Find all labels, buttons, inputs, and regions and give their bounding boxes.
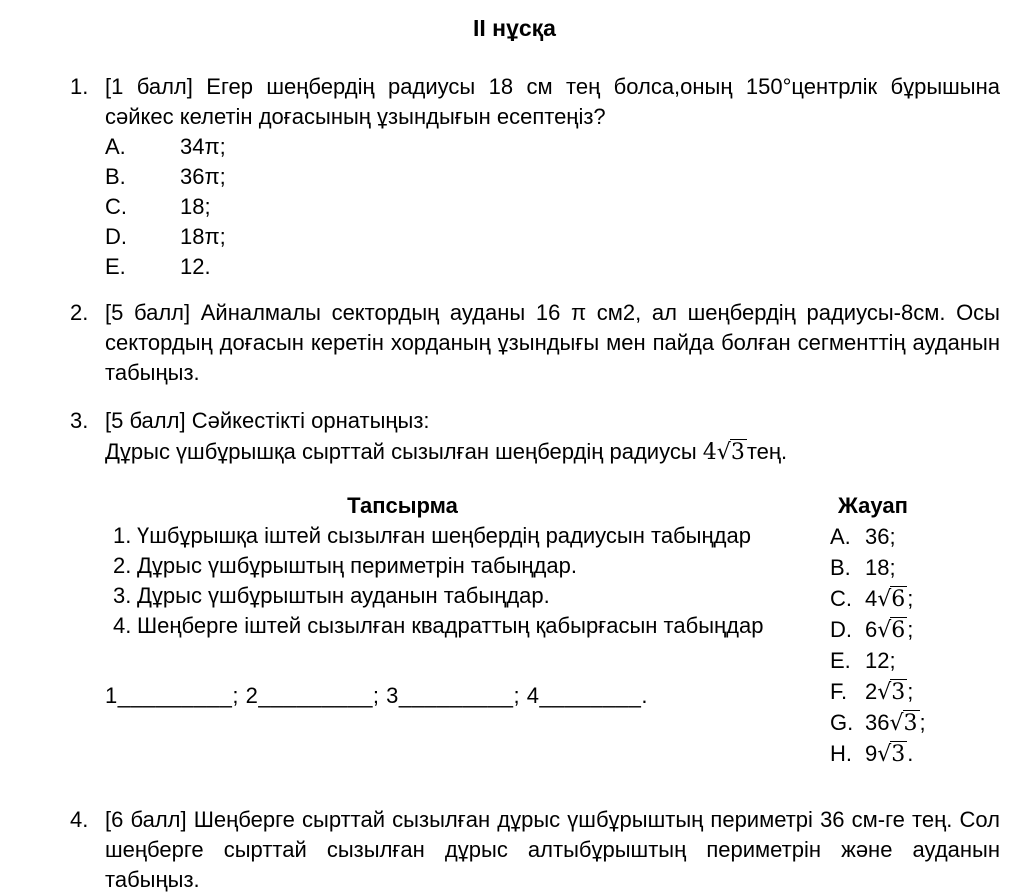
radical-coefficient: 36: [865, 710, 890, 735]
square-root: [877, 618, 907, 643]
answer-label: G.: [830, 710, 854, 735]
square-root: [717, 440, 747, 465]
option-a: [105, 132, 1000, 162]
question-body: [105, 805, 1000, 895]
question-1: [70, 72, 1000, 282]
radical-suffix: ;: [907, 617, 914, 642]
answer-label: H.: [830, 741, 852, 766]
option-value: 34π;: [180, 134, 226, 159]
question-4: [70, 805, 1000, 895]
answer-value: 12;: [865, 648, 896, 673]
radical-coefficient: 9: [865, 741, 878, 766]
square-root: [889, 711, 919, 736]
task-number: 2.: [113, 553, 132, 578]
radicand: 6: [891, 618, 906, 643]
tasks-header: Тапсырма: [347, 493, 458, 518]
option-label: E.: [105, 254, 126, 279]
option-e: [105, 252, 1000, 282]
radicand: 3: [903, 711, 918, 736]
answer-item-b: [830, 552, 1000, 583]
question-number: 1.: [70, 74, 89, 99]
task-item-2: [105, 551, 790, 581]
answer-item-d: [830, 614, 1000, 645]
question-text: [6 балл] Шеңберге сырттай сызылған дұрыс үшбұрыштың периметрі 36 см-ге тең. Сол шеңберге сырттай сызылған дұрыс алтыбұрыштың периметрін және ауданын табыңыз.: [105, 807, 1000, 892]
answer-value: [865, 738, 913, 769]
square-root: [877, 680, 907, 705]
radical-suffix: ;: [907, 679, 914, 704]
square-root: [877, 587, 907, 612]
given-statement: [105, 436, 1000, 469]
answers-header: Жауап: [838, 493, 908, 518]
task-number: 1.: [113, 523, 132, 548]
option-label: A.: [105, 134, 126, 159]
answer-value: [865, 614, 913, 645]
radicand: 3: [891, 680, 906, 705]
answer-label: C.: [830, 586, 852, 611]
square-root: [877, 742, 907, 767]
radicand: 3: [891, 742, 906, 767]
answer-label: B.: [830, 555, 851, 580]
question-body: [105, 406, 1000, 469]
option-value: 18;: [180, 194, 211, 219]
question-intro: [5 балл] Сәйкестікті орнатыңыз:: [105, 408, 430, 433]
answer-item-f: [830, 676, 1000, 707]
task-text: Үшбұрышқа іштей сызылған шеңбердің радиусын табыңдар: [137, 523, 751, 548]
option-label: C.: [105, 194, 127, 219]
question-number: 2.: [70, 300, 89, 325]
option-b: [105, 162, 1000, 192]
task-item-4: [105, 611, 790, 641]
matching-table: [105, 491, 1000, 769]
answer-value: 36;: [865, 524, 896, 549]
question-body: [105, 298, 1000, 388]
radical-coefficient: 4: [702, 440, 717, 465]
tasks-column: [105, 491, 790, 769]
radical-sign: √: [716, 440, 731, 465]
task-text: Дұрыс үшбұрыштын ауданын табыңдар.: [137, 583, 550, 608]
task-text: Дұрыс үшбұрыштың периметрін табыңдар.: [137, 553, 577, 578]
answer-value: [865, 707, 926, 738]
given-suffix: тең.: [746, 439, 788, 464]
answer-label: A.: [830, 524, 851, 549]
option-c: [105, 192, 1000, 222]
option-d: [105, 222, 1000, 252]
radical-coefficient: 6: [865, 617, 878, 642]
question-text: [5 балл] Айналмалы сектордың ауданы 16 π см2, ал шеңбердің радиусы-8см. Осы сектордың доғасын керетін хорданың ұзындығы мен пайда болған сегменттің ауданын табыңыз.: [105, 300, 1000, 385]
task-number: 3.: [113, 583, 132, 608]
radical-sign: √: [877, 742, 892, 767]
answers-column: [830, 491, 1000, 769]
radical-sign: √: [889, 711, 904, 736]
radical-coefficient: 2: [865, 679, 878, 704]
radical-sign: √: [877, 618, 892, 643]
answer-label: E.: [830, 648, 851, 673]
question-3: [70, 406, 1000, 469]
question-2: [70, 298, 1000, 388]
option-label: D.: [105, 224, 127, 249]
radical-sign: √: [877, 587, 892, 612]
answer-value: [865, 583, 913, 614]
answer-item-h: [830, 738, 1000, 769]
given-prefix: Дұрыс үшбұрышқа сырттай сызылған шеңбердің радиусы: [105, 439, 703, 464]
question-number: 4.: [70, 807, 89, 832]
task-item-3: [105, 581, 790, 611]
answer-value: [865, 676, 913, 707]
answer-item-e: [830, 645, 1000, 676]
radical-coefficient: 4: [865, 586, 878, 611]
answer-options: [105, 132, 1000, 282]
radicand: 3: [730, 440, 745, 465]
radical-suffix: ;: [919, 710, 926, 735]
task-number: 4.: [113, 613, 132, 638]
task-text: Шеңберге іштей сызылған квадраттың қабырғасын табыңдар: [137, 613, 764, 638]
option-value: 12.: [180, 254, 211, 279]
option-value: 36π;: [180, 164, 226, 189]
answer-item-a: [830, 521, 1000, 552]
question-text: [1 балл] Егер шеңбердің радиусы 18 см тең болса,оның 150°центрлік бұрышына сәйкес келетін доғасының ұзындығын есептеңіз?: [105, 74, 1000, 129]
page-title: II нұсқа: [473, 15, 556, 41]
question-number: 3.: [70, 408, 89, 433]
answer-item-c: [830, 583, 1000, 614]
radicand: 6: [891, 587, 906, 612]
answer-value: 18;: [865, 555, 896, 580]
answer-label: D.: [830, 617, 852, 642]
option-label: B.: [105, 164, 126, 189]
question-body: [105, 72, 1000, 282]
answer-label: F.: [830, 679, 848, 704]
task-item-1: [105, 521, 790, 551]
radical-sign: √: [877, 680, 892, 705]
answer-item-g: [830, 707, 1000, 738]
radical-suffix: ;: [907, 586, 914, 611]
answer-blanks: 1_________; 2_________; 3_________; 4________.: [105, 683, 648, 708]
option-value: 18π;: [180, 224, 226, 249]
radical-suffix: .: [907, 741, 914, 766]
